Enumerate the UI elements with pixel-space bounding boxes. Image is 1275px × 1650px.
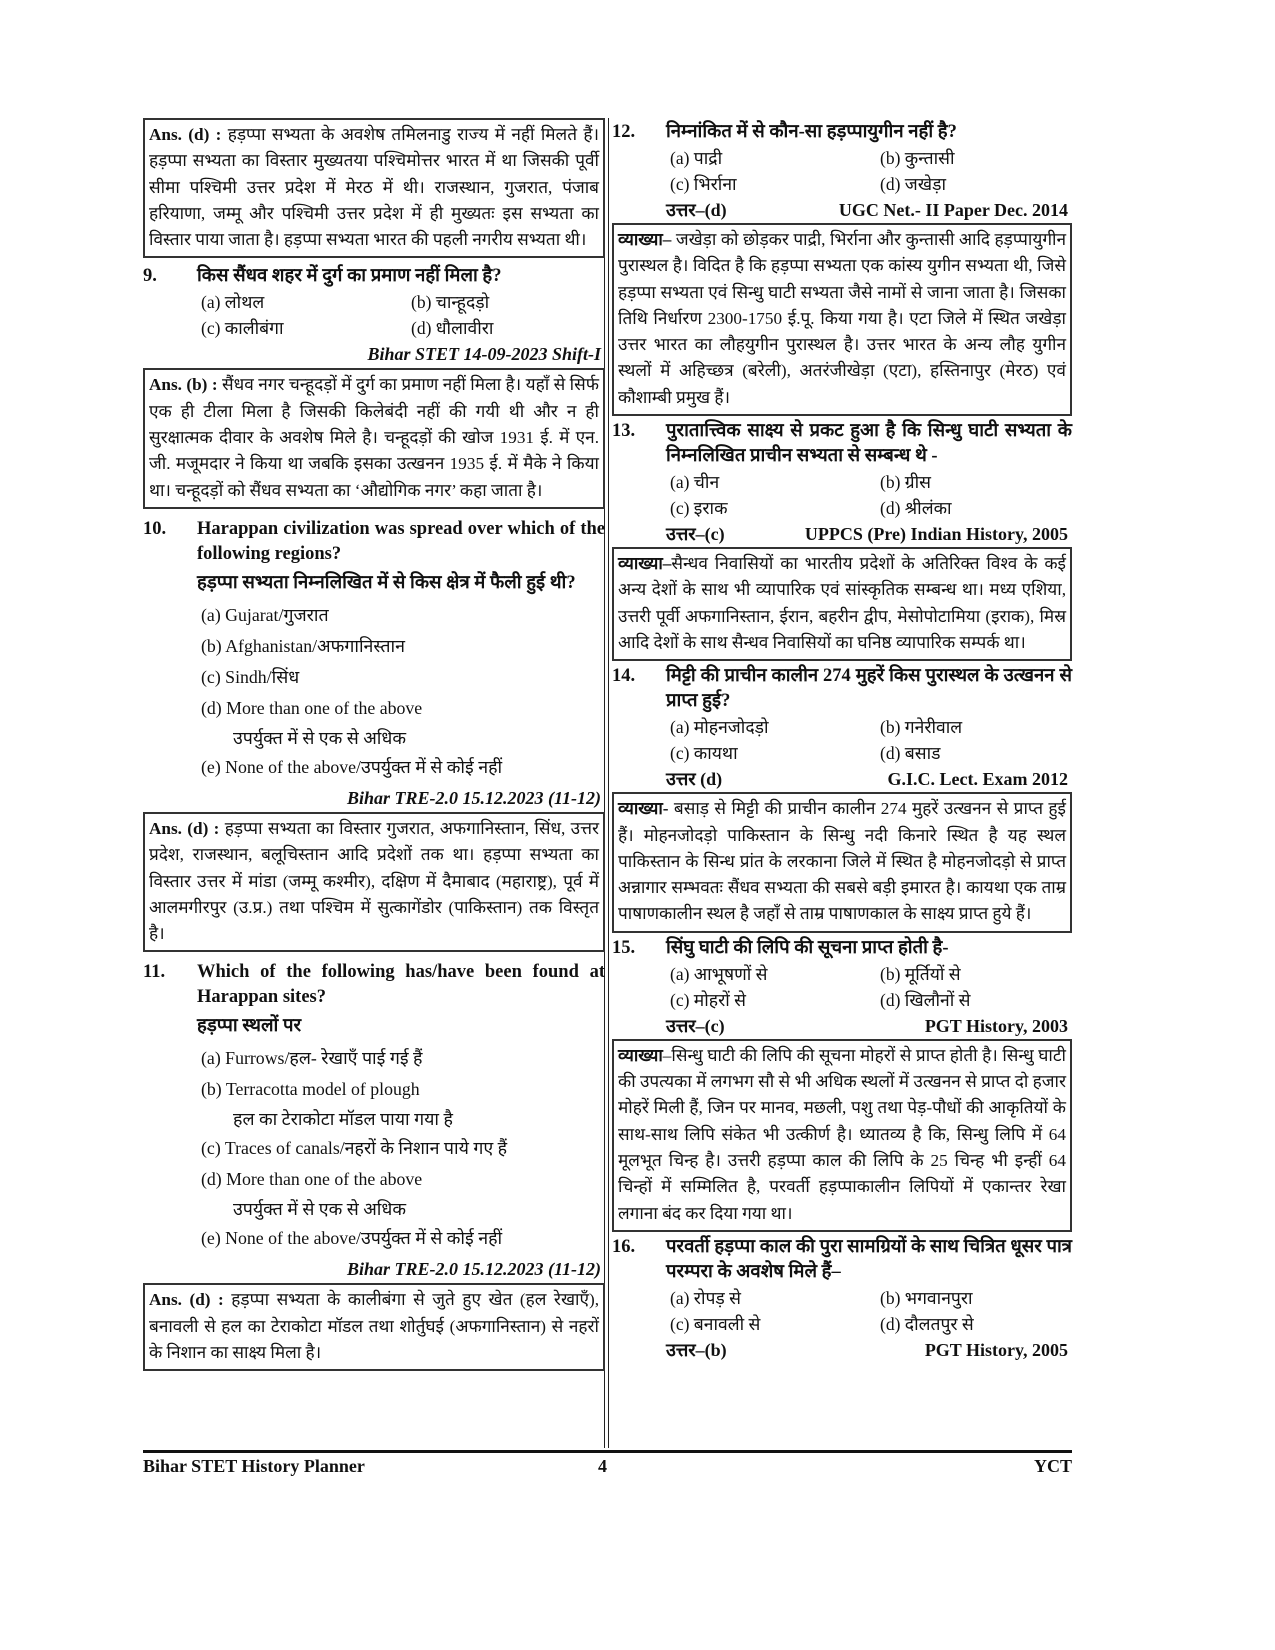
source-9: Bihar STET 14-09-2023 Shift-I [367, 344, 601, 365]
options-11 [143, 1043, 605, 1254]
question-text: Which of the following has/have been found at Harappan sites? [197, 962, 605, 1008]
footer-rule [143, 1450, 1072, 1453]
answer-box-11 [143, 1283, 605, 1371]
option: (c) Sindh/सिंध [201, 666, 300, 687]
question-text: परवर्ती हड़प्पा काल की पुरा सामग्रियों के साथ चित्रित धूसर पात्र परम्परा के अवशेष मिले हैं– [666, 1236, 1072, 1282]
question-15 [612, 936, 1072, 961]
option: (a) Gujarat/गुजरात [201, 604, 329, 625]
answer-key: उत्तर–(c) [666, 1015, 725, 1036]
question-text: पुरातात्त्विक साक्ष्य से प्रकट हुआ है कि सिन्धु घाटी सभ्यता के निम्नलिखित प्राचीन सभ्यता से सम्बन्ध थे - [666, 421, 1072, 467]
question-text: किस सैंधव शहर में दुर्ग का प्रमाण नहीं मिला है? [197, 266, 502, 287]
option: (a) चीन [670, 472, 720, 493]
answer-row-16 [612, 1337, 1072, 1363]
explanation-box-15 [612, 1039, 1072, 1232]
answer-key: उत्तर–(d) [666, 200, 727, 220]
option: (b) ग्रीस [880, 472, 932, 493]
explanation-lead: व्याख्या– [618, 554, 672, 574]
answer-row-13 [612, 521, 1072, 547]
answer-box-9 [143, 368, 605, 508]
option: (a) पाद्री [670, 148, 723, 168]
option: (a) लोथल [201, 292, 265, 313]
question-text: Harappan civilization was spread over which of the following regions? [197, 518, 605, 564]
explanation-lead: व्याख्या [618, 1045, 663, 1065]
option: (b) गनेरीवाल [880, 717, 963, 738]
question-text: सिंघु घाटी की लिपि की सूचना प्राप्त होती है- [666, 937, 949, 958]
answer-key: उत्तर (d) [666, 769, 723, 790]
option: (d) श्रीलंका [880, 498, 952, 519]
answer-row-12 [612, 197, 1072, 223]
right-column [612, 118, 1072, 1363]
explanation-box-13 [612, 547, 1072, 661]
option: (d) धौलावीरा [411, 318, 494, 339]
question-number: 10. [143, 518, 167, 539]
answer-text: सैंधव नगर चन्हूदड़ों में दुर्ग का प्रमाण नहीं मिला है। यहाँ से सिर्फ एक ही टीला मिला है जिसकी किलेबंदी नहीं की गयी थी और न ही सुरक्षात्मक दीवार के अवशेष मिले है। चन्हूदड़ों की खोज 1931 ई. में एन. जी. मजूमदार ने किया था जबकि इसका उत्खनन 1935 ई. में मैके ने किया था। चन्हूदड़ों को सैंधव सभ्यता का ‘औद्योगिक नगर’ कहा जाता है। [149, 375, 599, 500]
option: (b) भगवानपुरा [880, 1287, 973, 1308]
option: (a) मोहनजोदड़ो [670, 717, 769, 738]
question-text: मिट्टी की प्राचीन कालीन 274 मुहरें किस पुरास्थल के उत्खनन से प्राप्त हुई? [666, 666, 1072, 712]
options-14 [612, 714, 1072, 766]
answer-key: उत्तर–(b) [666, 1339, 727, 1360]
source-11: Bihar TRE-2.0 15.12.2023 (11-12) [346, 1259, 601, 1280]
option: (d) More than one of the above [201, 1169, 423, 1190]
option: (a) रोपड़ से [670, 1287, 741, 1308]
question-number: 14. [612, 666, 636, 687]
option: (c) कालीबंगा [201, 318, 284, 339]
question-number: 15. [612, 937, 636, 958]
option: (d) More than one of the above [201, 697, 423, 718]
question-10 [143, 517, 605, 596]
question-11 [143, 960, 605, 1039]
question-number: 9. [143, 266, 157, 287]
exam-source: PGT History, 2003 [924, 1015, 1068, 1036]
answer-row-15 [612, 1013, 1072, 1039]
exam-source: G.I.C. Lect. Exam 2012 [887, 769, 1068, 790]
book-title: Bihar STET History Planner [143, 1456, 365, 1476]
question-number: 13. [612, 421, 636, 442]
exam-source: PGT History, 2005 [924, 1339, 1068, 1360]
source-10: Bihar TRE-2.0 15.12.2023 (11-12) [346, 787, 601, 808]
option: (b) Afghanistan/अफगानिस्तान [201, 635, 405, 656]
explanation-text: बसाड़ से मिट्टी की प्राचीन कालीन 274 मुहरें उत्खनन से प्राप्त हुई हैं। मोहनजोदड़ो पाकिस्तान के सिन्धु नदी किनारे स्थित है यह स्थल पाकिस्तान के सिन्ध प्रांत के लरकाना जिले में स्थित है मोहनजोदड़ो से प्राप्त अन्नागार सम्भवतः सैंधव सभ्यता की सबसे बड़ी इमारत है। कायथा एक ताम्र पाषाणकालीन स्थल है जहाँ से ताम्र पाषाणकाल के साक्ष्य प्राप्त हुये हैं। [618, 799, 1066, 924]
options-12 [612, 145, 1072, 197]
question-13 [612, 419, 1072, 469]
question-14 [612, 664, 1072, 714]
question-number: 12. [612, 122, 636, 142]
option: (c) Traces of canals/नहरों के निशान पाये गए हैं [201, 1138, 508, 1159]
option: (b) कुन्तासी [880, 148, 955, 168]
explanation-box-12 [612, 223, 1072, 416]
option: (d) बसाड [880, 743, 941, 764]
options-10 [143, 600, 605, 783]
answer-lead: Ans. (d) : [149, 1290, 224, 1310]
answer-text: हड़प्पा सभ्यता के कालीबंगा से जुते हुए खेत (हल रेखाएँ), बनावली से हल का टेराकोटा मॉडल तथा शोर्तुघई (अफगानिस्तान) से नहरों के निशान का साक्ष्य मिला है। [149, 1290, 599, 1363]
explanation-text: सैन्धव निवासियों का भारतीय प्रदेशों के अतिरिक्त विश्व के कई अन्य देशों के साथ भी व्यापारिक एवं सांस्कृतिक सम्बन्ध था। मध्य एशिया, उत्तरी पूर्वी अफगानिस्तान, ईरान, बहरीन द्वीप, मेसोपोटामिया (इराक), मिस्र आदि देशों के साथ सैन्धव निवासियों का घनिष्ठ व्यापारिक सम्पर्क था। [618, 554, 1066, 652]
exam-source: UPPCS (Pre) Indian History, 2005 [804, 524, 1068, 545]
question-9 [143, 264, 605, 289]
option: (d) खिलौनों से [880, 989, 971, 1010]
options-9 [143, 289, 605, 341]
option-hindi: हल का टेराकोटा मॉडल पाया गया है [233, 1109, 453, 1130]
answer-lead: Ans. (d) : [149, 818, 220, 838]
option: (c) इराक [670, 498, 728, 519]
option-hindi: उपर्युक्त में से एक से अधिक [233, 1199, 406, 1220]
page-number: 4 [598, 1456, 607, 1476]
option: (a) आभूषणों से [670, 963, 768, 984]
option: (d) जखेड़ा [880, 174, 946, 194]
question-16 [612, 1235, 1072, 1285]
explanation-lead: व्याख्या- [618, 799, 669, 819]
exam-source: UGC Net.- II Paper Dec. 2014 [838, 200, 1068, 220]
option: (e) None of the above/उपर्युक्त में से कोई नहीं [201, 1228, 503, 1249]
options-16 [612, 1285, 1072, 1337]
answer-box-8 [143, 118, 605, 258]
publisher: YCT [1033, 1456, 1072, 1476]
answer-text: हड़प्पा सभ्यता के अवशेष तमिलनाडु राज्य में नहीं मिलते हैं। हड़प्पा सभ्यता का विस्तार मुख्यतया पश्चिमोत्तर भारत में था जिसकी पूर्वी सीमा पश्चिमी उत्तर प्रदेश में मेरठ में थी। राजस्थान, गुजरात, पंजाब हरियाणा, जम्मू और पश्चिमी उत्तर प्रदेश में ही मुख्यतः इस सभ्यता का विस्तार पाया जाता है। हड़प्पा सभ्यता भारत की पहली नगरीय सभ्यता थी। [149, 125, 599, 250]
page-footer [143, 1456, 1072, 1477]
option: (a) Furrows/हल- रेखाएँ पाई गई हैं [201, 1048, 423, 1069]
option: (c) भिर्राना [670, 174, 737, 194]
question-text-hindi: हड़प्पा स्थलों पर [197, 1016, 302, 1037]
question-text-hindi: हड़प्पा सभ्यता निम्नलिखित में से किस क्षेत्र में फैली हुई थी? [197, 572, 576, 593]
answer-lead: Ans. (d) : [149, 125, 222, 144]
explanation-text: जखेड़ा को छोड़कर पाद्री, भिर्राना और कुन्तासी आदि हड़प्पायुगीन पुरास्थल है। विदित है कि हड़प्पा सभ्यता एक कांस्य युगीन सभ्यता थी, जिसे हड़प्पा सभ्यता एवं सिन्धु घाटी सभ्यता जैसे नामों से जाना जाता है। जिसका तिथि निर्धारण 2300-1750 ई.पू. किया गया है। एटा जिले में स्थित जखेड़ा उत्तर भारत का लौहयुगीन पुरास्थल है। उत्तर भारत के अन्य लौह युगीन स्थलों में अहिच्छत्र (बरेली), अतरंजीखेड़ा (एटा), हस्तिनापुर (मेरठ) एवं कौशाम्बी प्रमुख हैं। [618, 230, 1066, 407]
option: (d) दौलतपुर से [880, 1313, 974, 1334]
options-15 [612, 961, 1072, 1013]
explanation-text: –सिन्धु घाटी की लिपि की सूचना मोहरों से प्राप्त होती है। सिन्धु घाटी की उपत्यका में लगभग सौ से भी अधिक स्थलों में उत्खनन से प्राप्त दो हजार मोहरें मिली हैं, जिन पर मानव, मछली, पशु तथा पेड़-पौधों की आकृतियों के साथ-साथ लिपि संकेत भी उत्कीर्ण है। ध्यातव्य है कि, सिन्धु लिपि में 64 मूलभूत चिन्ह है। उत्तरी हड़प्पा काल की लिपि के 25 चिन्ह भी इन्हीं 64 चिन्हों में सम्मिलित है, परवर्ती हड़प्पाकालीन लिपियों में एकान्तर रेखा लगाना बंद कर दिया गया था। [618, 1045, 1066, 1223]
option: (b) मूर्तियों से [880, 963, 961, 984]
option: (c) मोहरों से [670, 989, 746, 1010]
question-12 [612, 120, 1072, 145]
option-hindi: उपर्युक्त में से एक से अधिक [233, 727, 406, 748]
question-number: 16. [612, 1236, 636, 1257]
option: (c) बनावली से [670, 1313, 761, 1334]
answer-row-14 [612, 766, 1072, 792]
options-13 [612, 469, 1072, 521]
explanation-box-14 [612, 792, 1072, 932]
answer-lead: Ans. (b) : [149, 375, 218, 395]
question-number: 11. [143, 962, 166, 983]
left-column [143, 118, 605, 1374]
answer-box-10 [143, 812, 605, 952]
option: (b) चान्हूदड़ो [411, 292, 490, 313]
option: (c) कायथा [670, 743, 738, 764]
explanation-lead: व्याख्या– [618, 230, 672, 249]
answer-text: हड़प्पा सभ्यता का विस्तार गुजरात, अफगानिस्तान, सिंध, उत्तर प्रदेश, राजस्थान, बलूचिस्तान आदि प्रदेशों तक था। हड़प्पा सभ्यता का विस्तार उत्तर में मांडा (जम्मू कश्मीर), दक्षिण में दैमाबाद (महाराष्ट्र), पूर्व में आलमगीरपुर (उ.प्र.) तथा पश्चिम में सुत्कागेंडोर (पाकिस्तान) तक विस्तृत है। [149, 818, 600, 944]
option: (e) None of the above/उपर्युक्त में से कोई नहीं [201, 756, 503, 777]
option: (b) Terracotta model of plough [201, 1079, 420, 1100]
question-text: निम्नांकित में से कौन-सा हड़प्पायुगीन नहीं है? [666, 122, 957, 142]
answer-key: उत्तर–(c) [666, 524, 725, 545]
